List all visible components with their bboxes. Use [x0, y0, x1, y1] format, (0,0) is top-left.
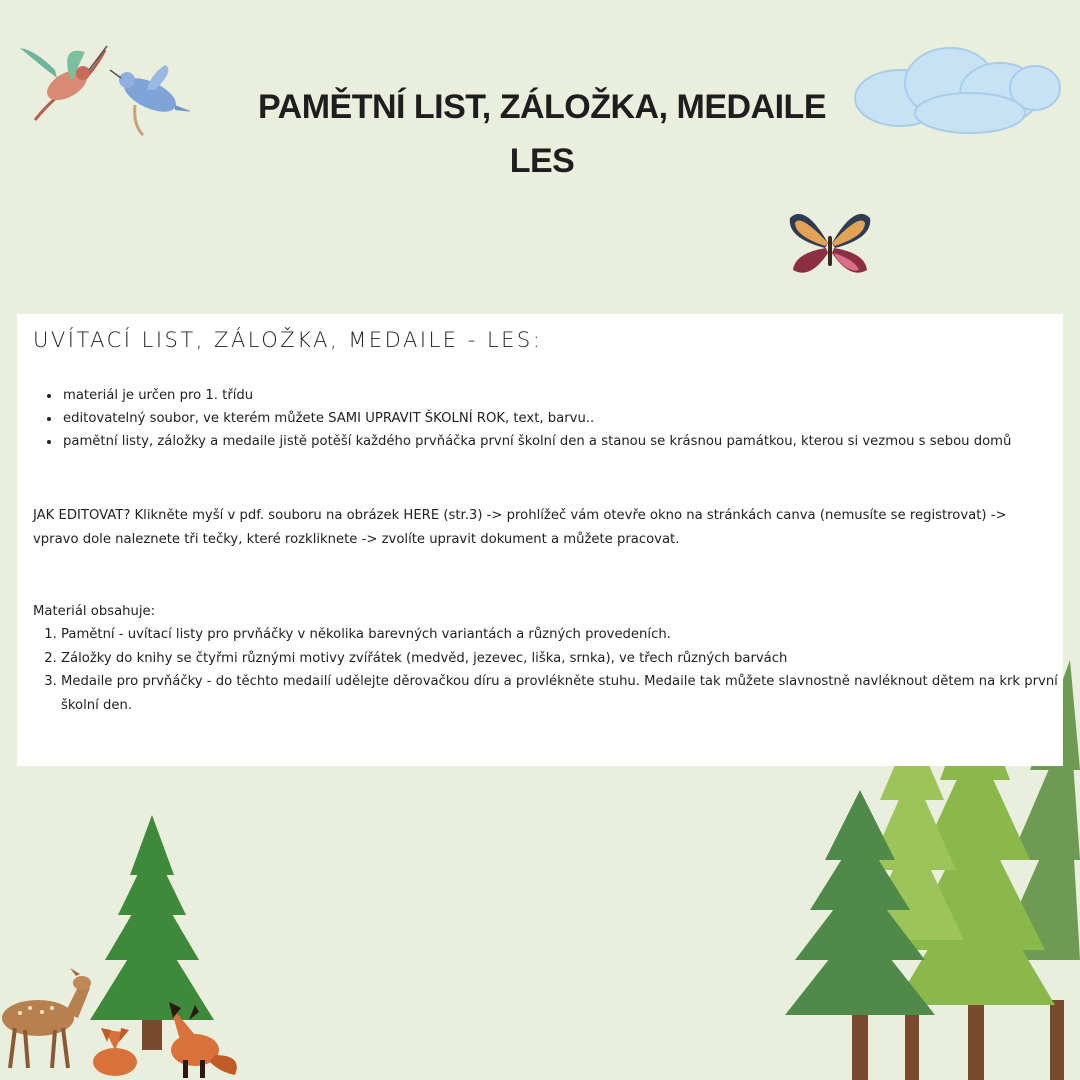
page-title-line-2: LES — [509, 142, 575, 180]
contents-list — [47, 623, 1061, 717]
how-to-edit-text: JAK EDITOVAT? Klikněte myší v pdf. souboru na obrázek HERE (str.3) -> prohlížeč vám otevře okno na stránkách canva (nemusíte se registrovat) -> vpravo dole naleznete tři tečky, které rozkliknete -> zvolíte upravit dokument a můžete pracovat. — [33, 508, 1007, 547]
contents-label: Materiál obsahuje: — [33, 604, 156, 619]
feature-item: • editovatelný soubor, ve kterém můžete SAMI UPRAVIT ŠKOLNÍ ROK, text, barvu.. — [61, 407, 1051, 430]
description-card — [17, 314, 1063, 766]
fox-illustration — [85, 1000, 245, 1080]
contents-item: 3. Medaile pro prvňáčky - do těchto medailí udělejte děrovačkou díru a provlékněte stuhu. Medaile tak můžete slavnostně navléknout dětem na krk první školní den. — [61, 670, 1061, 717]
card-heading: UVÍTACÍ LIST, ZÁLOŽKA, MEDAILE - LES: — [33, 328, 543, 352]
contents-item: 2. Záložky do knihy se čtyřmi různými motivy zvířátek (medvěd, jezevec, liška, srnka), ve třech různých barvách — [61, 647, 1061, 671]
page-title — [0, 80, 1080, 188]
feature-item: • pamětní listy, záložky a medaile jistě potěší každého prvňáčka první školní den a stanou se krásnou památkou, kterou si vezmou s sebou domů — [61, 430, 1051, 453]
butterfly-illustration — [785, 208, 875, 286]
page-title-line-1: PAMĚTNÍ LIST, ZÁLOŽKA, MEDAILE — [257, 88, 826, 126]
feature-list — [47, 384, 1051, 453]
contents-item: 1. Pamětní - uvítací listy pro prvňáčky v několika barevných variantách a různých provedeních. — [61, 623, 1061, 647]
feature-item: • materiál je určen pro 1. třídu — [61, 384, 1051, 407]
